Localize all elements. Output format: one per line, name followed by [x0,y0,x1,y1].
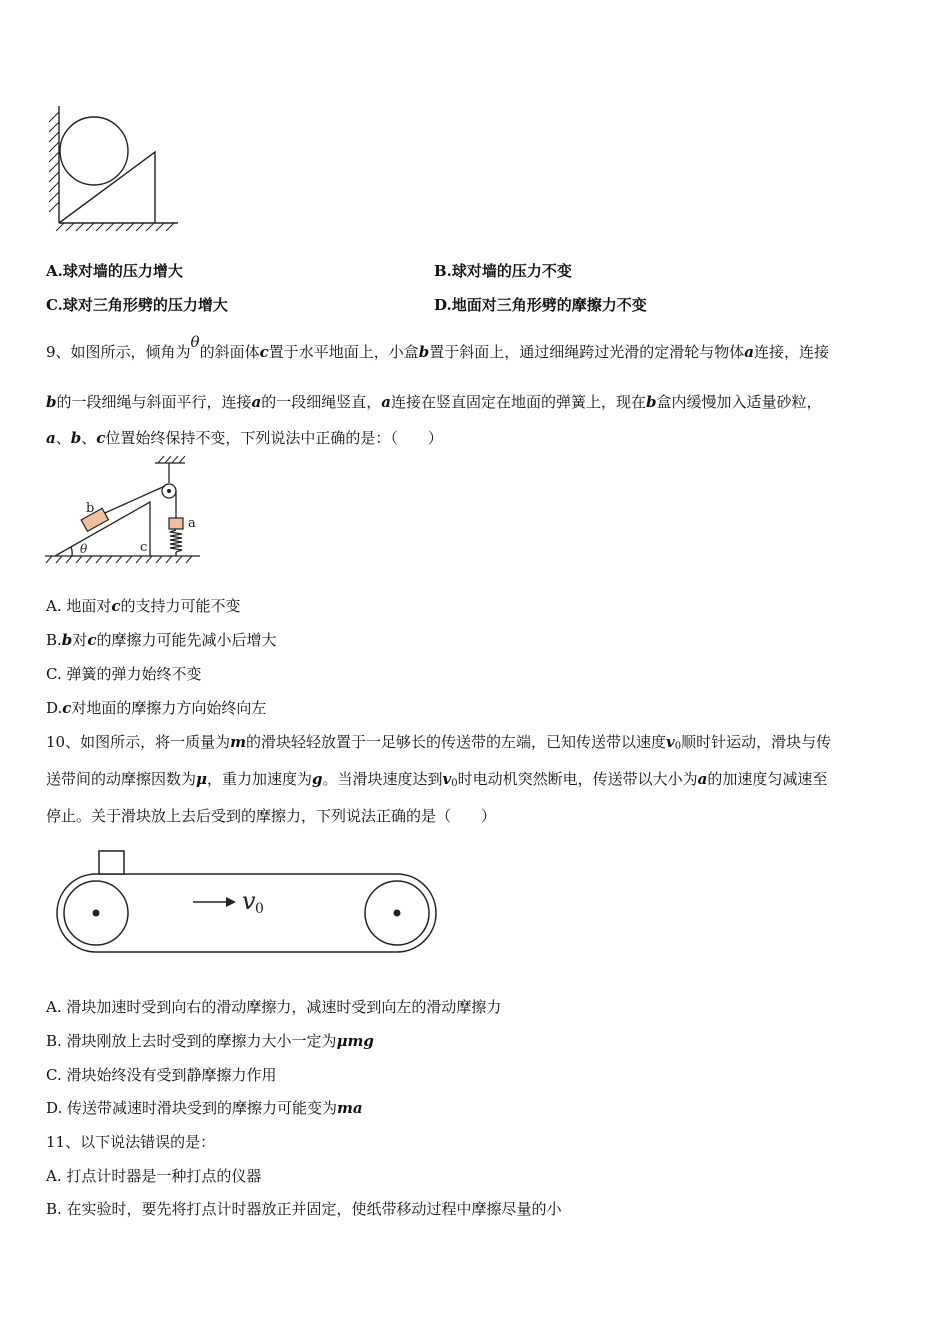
fig-velocity-subscript: 0 [255,901,264,917]
q8-option-b: B.球对墙的压力不变 [434,262,572,280]
fig-label-c: c [140,540,148,555]
q9-option-d: D.c对地面的摩擦力方向始终向左 [46,699,267,717]
q9-stem-line1: 9、如图所示，倾角为θ的斜面体c置于水平地面上，小盒b置于斜面上，通过细绳跨过光滑的定滑轮与物体a连接，连接 [46,333,830,361]
incline-pulley-figure [40,455,210,570]
q9-option-a: A. 地面对c的支持力可能不变 [46,597,241,615]
q8-option-a: A.球对墙的压力增大 [46,262,183,280]
theta-symbol: θ [190,333,200,351]
q11-option-b: B. 在实验时，要先将打点计时器放正并固定，使纸带移动过程中摩擦尽量的小 [46,1200,562,1218]
q8-option-d: D.地面对三角形劈的摩擦力不变 [434,296,647,314]
q11-option-a: A. 打点计时器是一种打点的仪器 [46,1167,262,1185]
q10-option-b: B. 滑块刚放上去时受到的摩擦力大小一定为μmg [46,1032,374,1050]
q10-option-c: C. 滑块始终没有受到静摩擦力作用 [46,1066,277,1084]
q10-stem-line2: 送带间的动摩擦因数为μ，重力加速度为g。当滑块速度达到$v_0$时电动机突然断电，传送带以大小为a的加速度匀减速至 [46,770,828,789]
q11-stem: 11、以下说法错误的是： [46,1133,216,1151]
q9-option-b: B.b对c的摩擦力可能先减小后增大 [46,631,277,649]
fig-label-theta: θ [80,542,88,556]
q9-option-c: C. 弹簧的弹力始终不变 [46,665,202,683]
q8-option-c: C.球对三角形劈的压力增大 [46,296,228,314]
fig-velocity-label: v [242,887,256,915]
conveyor-belt-figure [50,845,445,963]
q10-stem-line1: 10、如图所示，将一质量为m的滑块轻轻放置于一足够长的传送带的左端，已知传送带以速度$v_0$顺时针运动，滑块与传 [46,733,832,752]
q9-stem-line2: b的一段细绳与斜面平行，连接a的一段细绳竖直，a连接在竖直固定在地面的弹簧上，现在b盒内缓慢加入适量砂粒， [46,393,822,411]
q10-stem-line3: 停止。关于滑块放上去后受到的摩擦力，下列说法正确的是（ ） [46,807,497,825]
fig-label-a: a [188,516,196,531]
fig-label-b: b [86,501,95,516]
q9-stem-line3: a、b、c位置始终保持不变，下列说法中正确的是：（ ） [46,429,443,447]
q10-option-d: D. 传送带减速时滑块受到的摩擦力可能变为ma [46,1099,363,1117]
q10-option-a: A. 滑块加速时受到向右的滑动摩擦力，减速时受到向左的滑动摩擦力 [46,998,502,1016]
ball-wedge-figure [40,98,185,238]
